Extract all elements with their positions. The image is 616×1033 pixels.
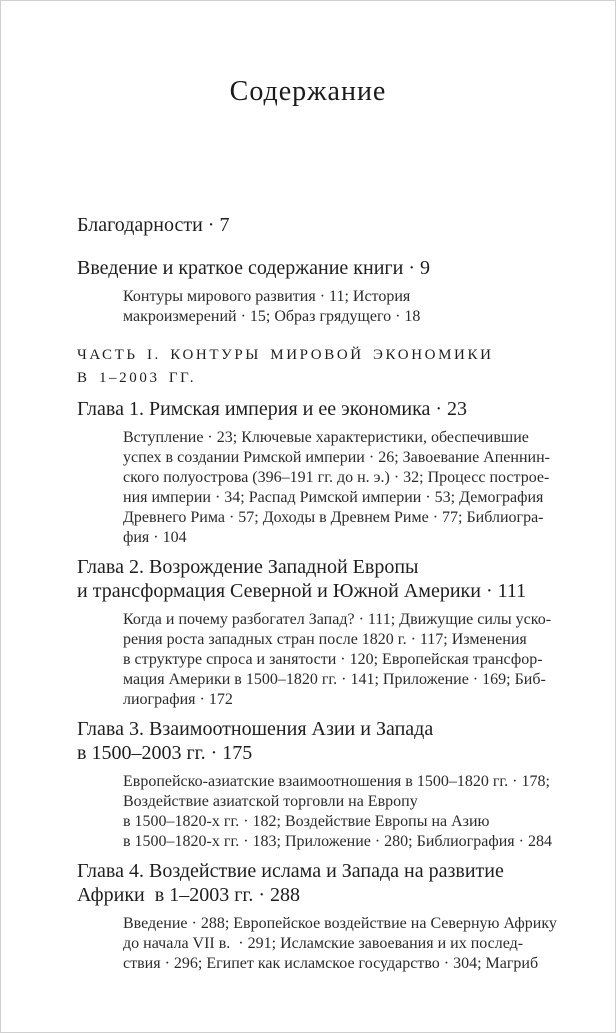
chapter-title [77,859,601,907]
toc-subentry-line: ствия · 296; Египет как исламское государство · 304; Магриб [123,955,539,972]
chapter-title [77,555,601,603]
part-heading-line: В 1–2003 ГГ. [77,370,197,386]
chapter-subentries [123,610,601,710]
toc-subentry-line: ния империи · 34; Распад Римской империи · 53; Демография [123,489,544,506]
toc-chapter-3 [77,717,601,852]
chapter-title-line: Африки в 1–2003 гг. · 288 [77,884,301,906]
toc-subentry-line: Введение · 288; Европейское воздействие на Северную Африку [123,915,557,932]
chapter-subentries [123,428,601,548]
toc-entry-introduction: Введение и краткое содержание книги · 9 [77,257,430,279]
toc-subentry-line: до начала VII в. · 291; Исламские завоевания и их послед- [123,935,524,952]
toc-subentry-line: Воздействие азиатской торговли на Европу [123,793,418,810]
chapter-subentries [123,772,601,852]
toc-subentry-line: ского полуострова (396–191 гг. до н. э.) · 32; Процесс построе- [123,469,550,486]
toc-subentry-line: фия · 104 [123,529,187,546]
toc-subentry-line: Древнего Рима · 57; Доходы в Древнем Риме · 77; Библиогра- [123,509,544,526]
toc-subentry-line: успех в создании Римской империи · 26; Завоевание Апеннин- [123,449,550,466]
chapter-title [77,717,601,765]
toc-part-heading [77,344,601,390]
toc-subentry-line: мация Америки в 1500–1820 гг. · 141; Приложение · 169; Биб- [123,671,546,688]
toc-subentry-line: рения роста западных стран после 1820 г. · 117; Изменения [123,631,527,648]
toc-subentry-line: Когда и почему разбогател Запад? · 111; Движущие силы уско- [123,611,552,628]
chapter-title-line: Глава 4. Воздействие ислама и Запада на развитие [77,860,504,882]
chapter-subentries [123,914,601,974]
chapter-title-line: и трансформация Северной и Южной Америки · 111 [77,580,527,602]
toc-chapter-2 [77,555,601,710]
toc-subentry-line: в 1500–1820-х гг. · 182; Воздействие Европы на Азию [123,813,490,830]
toc-subentry-line: макроизмерений · 15; Образ грядущего · 18 [123,308,421,325]
toc-subentry-line: Вступление · 23; Ключевые характеристики, обеспечившие [123,429,529,446]
page-title: Содержание [229,76,387,107]
chapter-title-line: в 1500–2003 гг. · 175 [77,742,253,764]
chapter-title-line: Глава 1. Римская империя и ее экономика · 23 [77,398,468,420]
toc-subentry-line: Европейско-азиатские взаимоотношения в 1500–1820 гг. · 178; [123,773,550,790]
toc-entry-acknowledgements: Благодарности · 7 [77,214,230,236]
chapter-title-line: Глава 2. Возрождение Западной Европы [77,556,419,578]
toc-chapter-4 [77,859,601,974]
toc-content [1,213,615,974]
toc-subentry-line: в 1500–1820-х гг. · 183; Приложение · 280; Библиография · 284 [123,833,552,850]
toc-subentry-line: лиография · 172 [123,691,233,708]
toc-subentry-line: Контуры мирового развития · 11; История [123,288,411,305]
chapter-title [77,397,601,421]
part-heading-line: ЧАСТЬ I. КОНТУРЫ МИРОВОЙ ЭКОНОМИКИ [77,347,494,363]
toc-subentries-introduction [123,287,601,327]
toc-subentry-line: в структуре спроса и занятости · 120; Европейская трансфор- [123,651,543,668]
toc-chapter-1 [77,397,601,548]
chapter-title-line: Глава 3. Взаимоотношения Азии и Запада [77,718,434,740]
